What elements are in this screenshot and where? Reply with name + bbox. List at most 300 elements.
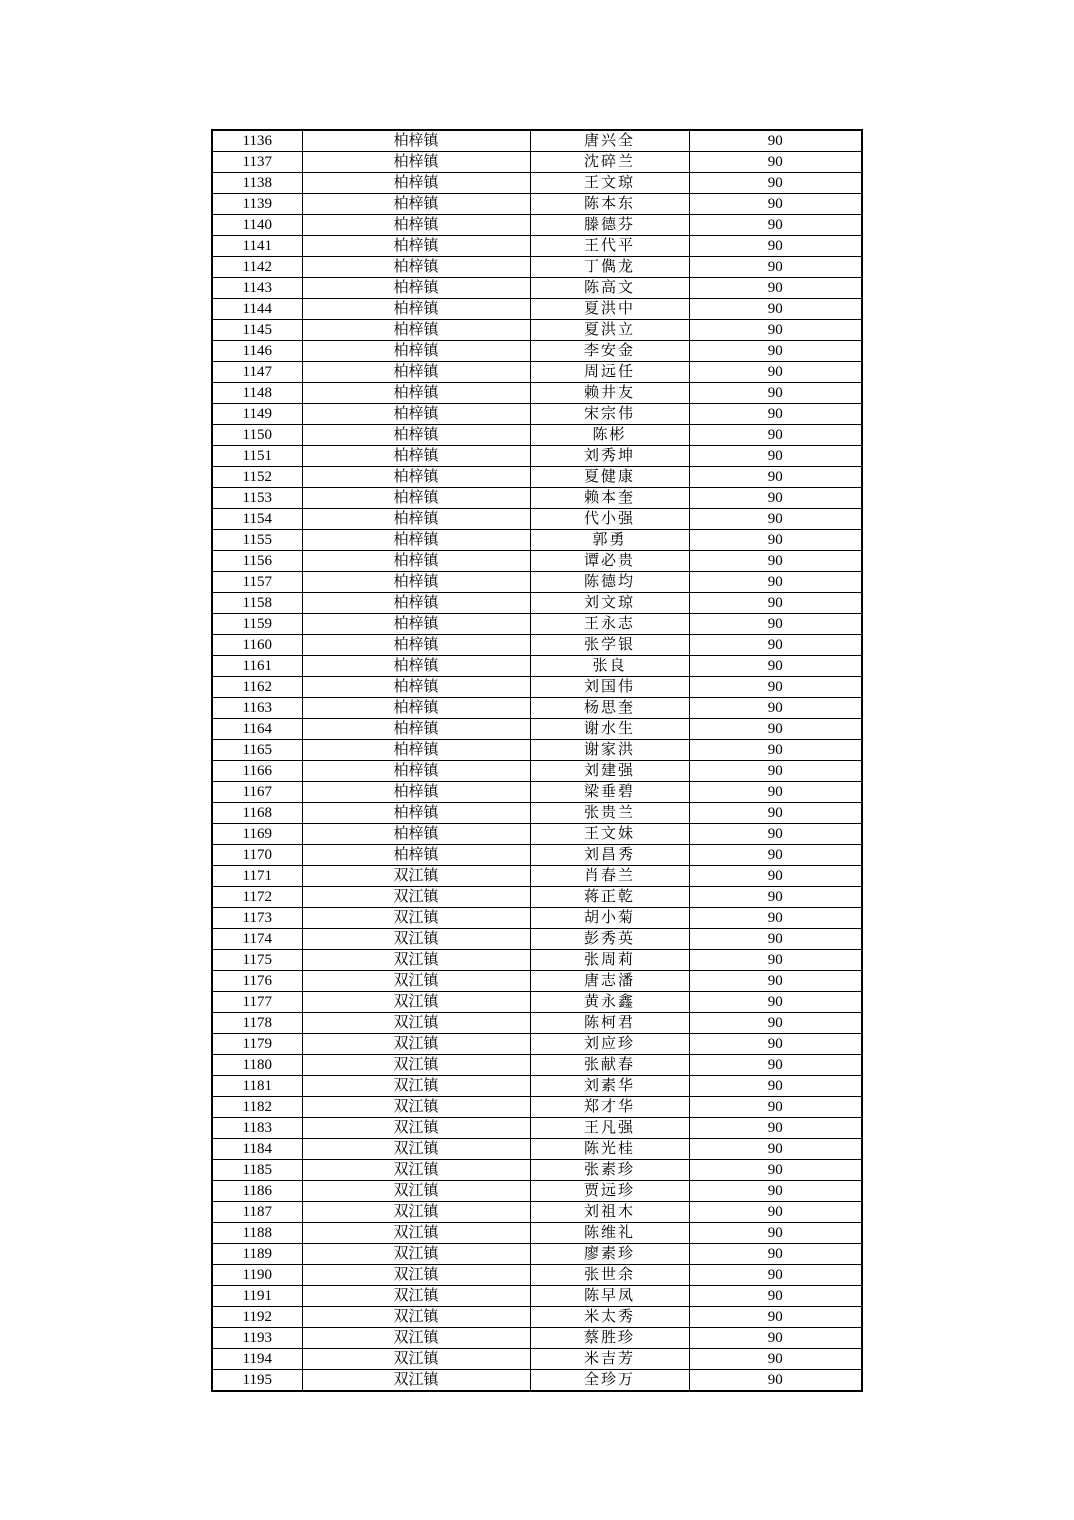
name-cell: 张献春 (530, 1055, 689, 1076)
row-number-cell: 1187 (212, 1202, 302, 1223)
amount-cell: 90 (689, 130, 862, 152)
name-cell: 张世余 (530, 1265, 689, 1286)
name-cell: 刘秀坤 (530, 446, 689, 467)
amount-cell: 90 (689, 1034, 862, 1055)
town-cell: 柏梓镇 (302, 299, 530, 320)
name-cell: 张素珍 (530, 1160, 689, 1181)
town-cell: 柏梓镇 (302, 215, 530, 236)
amount-cell: 90 (689, 614, 862, 635)
table-row (212, 1013, 862, 1034)
row-number-cell: 1177 (212, 992, 302, 1013)
table-row (212, 635, 862, 656)
town-cell: 双江镇 (302, 1223, 530, 1244)
row-number-cell: 1191 (212, 1286, 302, 1307)
name-cell: 唐兴全 (530, 130, 689, 152)
amount-cell: 90 (689, 803, 862, 824)
row-number-cell: 1152 (212, 467, 302, 488)
row-number-cell: 1183 (212, 1118, 302, 1139)
name-cell: 王永志 (530, 614, 689, 635)
amount-cell: 90 (689, 1013, 862, 1034)
amount-cell: 90 (689, 488, 862, 509)
amount-cell: 90 (689, 1097, 862, 1118)
table-row (212, 446, 862, 467)
amount-cell: 90 (689, 866, 862, 887)
town-cell: 双江镇 (302, 1181, 530, 1202)
amount-cell: 90 (689, 992, 862, 1013)
amount-cell: 90 (689, 278, 862, 299)
name-cell: 代小强 (530, 509, 689, 530)
row-number-cell: 1175 (212, 950, 302, 971)
table-row (212, 929, 862, 950)
table-row (212, 1349, 862, 1370)
table-row (212, 719, 862, 740)
row-number-cell: 1181 (212, 1076, 302, 1097)
name-cell: 王文妹 (530, 824, 689, 845)
name-cell: 陈本东 (530, 194, 689, 215)
town-cell: 柏梓镇 (302, 803, 530, 824)
town-cell: 柏梓镇 (302, 824, 530, 845)
table-row (212, 803, 862, 824)
name-cell: 刘素华 (530, 1076, 689, 1097)
row-number-cell: 1158 (212, 593, 302, 614)
row-number-cell: 1184 (212, 1139, 302, 1160)
name-cell: 谭必贵 (530, 551, 689, 572)
table-row (212, 341, 862, 362)
name-cell: 滕德芬 (530, 215, 689, 236)
name-cell: 王文琼 (530, 173, 689, 194)
amount-cell: 90 (689, 173, 862, 194)
amount-cell: 90 (689, 824, 862, 845)
row-number-cell: 1171 (212, 866, 302, 887)
table-row (212, 278, 862, 299)
amount-cell: 90 (689, 908, 862, 929)
name-cell: 陈彬 (530, 425, 689, 446)
town-cell: 柏梓镇 (302, 446, 530, 467)
row-number-cell: 1148 (212, 383, 302, 404)
name-cell: 肖春兰 (530, 866, 689, 887)
amount-cell: 90 (689, 1328, 862, 1349)
amount-cell: 90 (689, 1139, 862, 1160)
table-row (212, 845, 862, 866)
town-cell: 柏梓镇 (302, 845, 530, 866)
town-cell: 双江镇 (302, 992, 530, 1013)
amount-cell: 90 (689, 593, 862, 614)
row-number-cell: 1155 (212, 530, 302, 551)
town-cell: 双江镇 (302, 1097, 530, 1118)
name-cell: 刘应珍 (530, 1034, 689, 1055)
row-number-cell: 1157 (212, 572, 302, 593)
row-number-cell: 1166 (212, 761, 302, 782)
town-cell: 柏梓镇 (302, 404, 530, 425)
table-row (212, 1160, 862, 1181)
row-number-cell: 1151 (212, 446, 302, 467)
row-number-cell: 1153 (212, 488, 302, 509)
name-cell: 贾远珍 (530, 1181, 689, 1202)
table-row (212, 425, 862, 446)
table-row (212, 530, 862, 551)
table-row (212, 257, 862, 278)
amount-cell: 90 (689, 971, 862, 992)
name-cell: 刘国伟 (530, 677, 689, 698)
town-cell: 双江镇 (302, 1328, 530, 1349)
table-row (212, 1118, 862, 1139)
town-cell: 柏梓镇 (302, 740, 530, 761)
row-number-cell: 1154 (212, 509, 302, 530)
town-cell: 柏梓镇 (302, 383, 530, 404)
row-number-cell: 1194 (212, 1349, 302, 1370)
town-cell: 柏梓镇 (302, 425, 530, 446)
town-cell: 双江镇 (302, 1370, 530, 1392)
table-row (212, 404, 862, 425)
name-cell: 夏洪中 (530, 299, 689, 320)
name-cell: 王代平 (530, 236, 689, 257)
town-cell: 柏梓镇 (302, 236, 530, 257)
amount-cell: 90 (689, 152, 862, 173)
amount-cell: 90 (689, 320, 862, 341)
town-cell: 双江镇 (302, 1055, 530, 1076)
table-row (212, 866, 862, 887)
town-cell: 柏梓镇 (302, 761, 530, 782)
name-cell: 张周莉 (530, 950, 689, 971)
name-cell: 蒋正乾 (530, 887, 689, 908)
table-row (212, 1181, 862, 1202)
amount-cell: 90 (689, 551, 862, 572)
name-cell: 陈维礼 (530, 1223, 689, 1244)
amount-cell: 90 (689, 1202, 862, 1223)
town-cell: 柏梓镇 (302, 614, 530, 635)
town-cell: 柏梓镇 (302, 509, 530, 530)
row-number-cell: 1178 (212, 1013, 302, 1034)
town-cell: 双江镇 (302, 929, 530, 950)
row-number-cell: 1140 (212, 215, 302, 236)
table-row (212, 362, 862, 383)
row-number-cell: 1159 (212, 614, 302, 635)
table-row (212, 593, 862, 614)
table-row (212, 1223, 862, 1244)
table-row (212, 677, 862, 698)
amount-cell: 90 (689, 677, 862, 698)
town-cell: 柏梓镇 (302, 320, 530, 341)
amount-cell: 90 (689, 635, 862, 656)
table-row (212, 614, 862, 635)
town-cell: 柏梓镇 (302, 719, 530, 740)
amount-cell: 90 (689, 257, 862, 278)
table-row (212, 950, 862, 971)
row-number-cell: 1142 (212, 257, 302, 278)
amount-cell: 90 (689, 362, 862, 383)
amount-cell: 90 (689, 383, 862, 404)
table-row (212, 1034, 862, 1055)
name-cell: 夏健康 (530, 467, 689, 488)
name-cell: 张良 (530, 656, 689, 677)
amount-cell: 90 (689, 1307, 862, 1328)
row-number-cell: 1182 (212, 1097, 302, 1118)
row-number-cell: 1165 (212, 740, 302, 761)
town-cell: 双江镇 (302, 1034, 530, 1055)
table-row (212, 1286, 862, 1307)
amount-cell: 90 (689, 887, 862, 908)
row-number-cell: 1168 (212, 803, 302, 824)
row-number-cell: 1164 (212, 719, 302, 740)
table-row (212, 1328, 862, 1349)
name-cell: 陈光桂 (530, 1139, 689, 1160)
amount-cell: 90 (689, 299, 862, 320)
name-cell: 梁垂碧 (530, 782, 689, 803)
town-cell: 双江镇 (302, 1160, 530, 1181)
amount-cell: 90 (689, 467, 862, 488)
table-row (212, 698, 862, 719)
town-cell: 双江镇 (302, 1202, 530, 1223)
table-row (212, 152, 862, 173)
town-cell: 柏梓镇 (302, 677, 530, 698)
name-cell: 赖井友 (530, 383, 689, 404)
amount-cell: 90 (689, 845, 862, 866)
amount-cell: 90 (689, 509, 862, 530)
row-number-cell: 1147 (212, 362, 302, 383)
town-cell: 柏梓镇 (302, 341, 530, 362)
table-row (212, 1265, 862, 1286)
amount-cell: 90 (689, 215, 862, 236)
amount-cell: 90 (689, 1286, 862, 1307)
amount-cell: 90 (689, 236, 862, 257)
row-number-cell: 1176 (212, 971, 302, 992)
row-number-cell: 1170 (212, 845, 302, 866)
town-cell: 柏梓镇 (302, 551, 530, 572)
table-row (212, 971, 862, 992)
row-number-cell: 1162 (212, 677, 302, 698)
name-cell: 米太秀 (530, 1307, 689, 1328)
name-cell: 陈德均 (530, 572, 689, 593)
town-cell: 双江镇 (302, 950, 530, 971)
name-cell: 陈柯君 (530, 1013, 689, 1034)
town-cell: 柏梓镇 (302, 593, 530, 614)
table-row (212, 1055, 862, 1076)
row-number-cell: 1163 (212, 698, 302, 719)
name-cell: 宋宗伟 (530, 404, 689, 425)
row-number-cell: 1143 (212, 278, 302, 299)
name-cell: 陈早凤 (530, 1286, 689, 1307)
table-row (212, 761, 862, 782)
amount-cell: 90 (689, 1244, 862, 1265)
amount-cell: 90 (689, 719, 862, 740)
row-number-cell: 1161 (212, 656, 302, 677)
name-cell: 唐志潘 (530, 971, 689, 992)
row-number-cell: 1180 (212, 1055, 302, 1076)
name-cell: 谢水生 (530, 719, 689, 740)
town-cell: 双江镇 (302, 1076, 530, 1097)
amount-cell: 90 (689, 950, 862, 971)
amount-cell: 90 (689, 698, 862, 719)
row-number-cell: 1145 (212, 320, 302, 341)
amount-cell: 90 (689, 929, 862, 950)
amount-cell: 90 (689, 656, 862, 677)
row-number-cell: 1150 (212, 425, 302, 446)
table-row (212, 509, 862, 530)
amount-cell: 90 (689, 761, 862, 782)
name-cell: 张学银 (530, 635, 689, 656)
name-cell: 廖素珍 (530, 1244, 689, 1265)
amount-cell: 90 (689, 1160, 862, 1181)
name-cell: 沈碎兰 (530, 152, 689, 173)
row-number-cell: 1169 (212, 824, 302, 845)
town-cell: 双江镇 (302, 1139, 530, 1160)
table-row (212, 887, 862, 908)
row-number-cell: 1195 (212, 1370, 302, 1392)
row-number-cell: 1174 (212, 929, 302, 950)
name-cell: 李安金 (530, 341, 689, 362)
name-cell: 胡小菊 (530, 908, 689, 929)
town-cell: 双江镇 (302, 1349, 530, 1370)
table-row (212, 299, 862, 320)
name-cell: 刘文琼 (530, 593, 689, 614)
amount-cell: 90 (689, 1349, 862, 1370)
town-cell: 柏梓镇 (302, 130, 530, 152)
table-row (212, 656, 862, 677)
town-cell: 柏梓镇 (302, 362, 530, 383)
amount-cell: 90 (689, 1118, 862, 1139)
name-cell: 刘建强 (530, 761, 689, 782)
town-cell: 双江镇 (302, 1265, 530, 1286)
amount-cell: 90 (689, 404, 862, 425)
roster-table-body (212, 130, 862, 1391)
town-cell: 柏梓镇 (302, 572, 530, 593)
table-row (212, 1244, 862, 1265)
town-cell: 双江镇 (302, 866, 530, 887)
row-number-cell: 1141 (212, 236, 302, 257)
table-row (212, 236, 862, 257)
table-row (212, 1076, 862, 1097)
row-number-cell: 1190 (212, 1265, 302, 1286)
town-cell: 柏梓镇 (302, 656, 530, 677)
row-number-cell: 1144 (212, 299, 302, 320)
table-row (212, 383, 862, 404)
town-cell: 双江镇 (302, 1118, 530, 1139)
row-number-cell: 1188 (212, 1223, 302, 1244)
name-cell: 谢家洪 (530, 740, 689, 761)
name-cell: 陈高文 (530, 278, 689, 299)
row-number-cell: 1172 (212, 887, 302, 908)
amount-cell: 90 (689, 572, 862, 593)
amount-cell: 90 (689, 1265, 862, 1286)
row-number-cell: 1156 (212, 551, 302, 572)
table-row (212, 1202, 862, 1223)
town-cell: 柏梓镇 (302, 698, 530, 719)
row-number-cell: 1146 (212, 341, 302, 362)
name-cell: 黄永鑫 (530, 992, 689, 1013)
row-number-cell: 1139 (212, 194, 302, 215)
table-row (212, 1370, 862, 1392)
amount-cell: 90 (689, 1076, 862, 1097)
town-cell: 双江镇 (302, 1244, 530, 1265)
name-cell: 全珍万 (530, 1370, 689, 1392)
table-row (212, 130, 862, 152)
table-row (212, 551, 862, 572)
town-cell: 柏梓镇 (302, 257, 530, 278)
town-cell: 柏梓镇 (302, 782, 530, 803)
name-cell: 赖本奎 (530, 488, 689, 509)
table-row (212, 215, 862, 236)
town-cell: 柏梓镇 (302, 173, 530, 194)
row-number-cell: 1138 (212, 173, 302, 194)
row-number-cell: 1192 (212, 1307, 302, 1328)
town-cell: 柏梓镇 (302, 635, 530, 656)
table-row (212, 1139, 862, 1160)
town-cell: 柏梓镇 (302, 467, 530, 488)
town-cell: 柏梓镇 (302, 530, 530, 551)
table-row (212, 467, 862, 488)
row-number-cell: 1193 (212, 1328, 302, 1349)
table-row (212, 740, 862, 761)
row-number-cell: 1185 (212, 1160, 302, 1181)
town-cell: 柏梓镇 (302, 194, 530, 215)
row-number-cell: 1136 (212, 130, 302, 152)
table-row (212, 908, 862, 929)
table-row (212, 1307, 862, 1328)
table-row (212, 1097, 862, 1118)
roster-table (211, 129, 863, 1392)
row-number-cell: 1186 (212, 1181, 302, 1202)
name-cell: 周远任 (530, 362, 689, 383)
table-row (212, 320, 862, 341)
town-cell: 柏梓镇 (302, 488, 530, 509)
name-cell: 刘祖木 (530, 1202, 689, 1223)
town-cell: 柏梓镇 (302, 152, 530, 173)
row-number-cell: 1137 (212, 152, 302, 173)
town-cell: 双江镇 (302, 971, 530, 992)
town-cell: 双江镇 (302, 908, 530, 929)
name-cell: 郑才华 (530, 1097, 689, 1118)
amount-cell: 90 (689, 740, 862, 761)
name-cell: 郭勇 (530, 530, 689, 551)
name-cell: 米吉芳 (530, 1349, 689, 1370)
table-row (212, 992, 862, 1013)
table-row (212, 824, 862, 845)
name-cell: 刘昌秀 (530, 845, 689, 866)
amount-cell: 90 (689, 1370, 862, 1392)
town-cell: 双江镇 (302, 1307, 530, 1328)
name-cell: 杨思奎 (530, 698, 689, 719)
amount-cell: 90 (689, 446, 862, 467)
table-row (212, 488, 862, 509)
name-cell: 张贵兰 (530, 803, 689, 824)
amount-cell: 90 (689, 1181, 862, 1202)
name-cell: 丁儁龙 (530, 257, 689, 278)
table-row (212, 194, 862, 215)
row-number-cell: 1167 (212, 782, 302, 803)
name-cell: 蔡胜珍 (530, 1328, 689, 1349)
row-number-cell: 1173 (212, 908, 302, 929)
row-number-cell: 1149 (212, 404, 302, 425)
amount-cell: 90 (689, 1055, 862, 1076)
row-number-cell: 1160 (212, 635, 302, 656)
row-number-cell: 1179 (212, 1034, 302, 1055)
table-row (212, 173, 862, 194)
amount-cell: 90 (689, 341, 862, 362)
amount-cell: 90 (689, 782, 862, 803)
town-cell: 双江镇 (302, 1013, 530, 1034)
amount-cell: 90 (689, 530, 862, 551)
amount-cell: 90 (689, 1223, 862, 1244)
town-cell: 双江镇 (302, 1286, 530, 1307)
name-cell: 彭秀英 (530, 929, 689, 950)
table-row (212, 572, 862, 593)
name-cell: 夏洪立 (530, 320, 689, 341)
town-cell: 柏梓镇 (302, 278, 530, 299)
town-cell: 双江镇 (302, 887, 530, 908)
amount-cell: 90 (689, 425, 862, 446)
table-row (212, 782, 862, 803)
name-cell: 王凡强 (530, 1118, 689, 1139)
